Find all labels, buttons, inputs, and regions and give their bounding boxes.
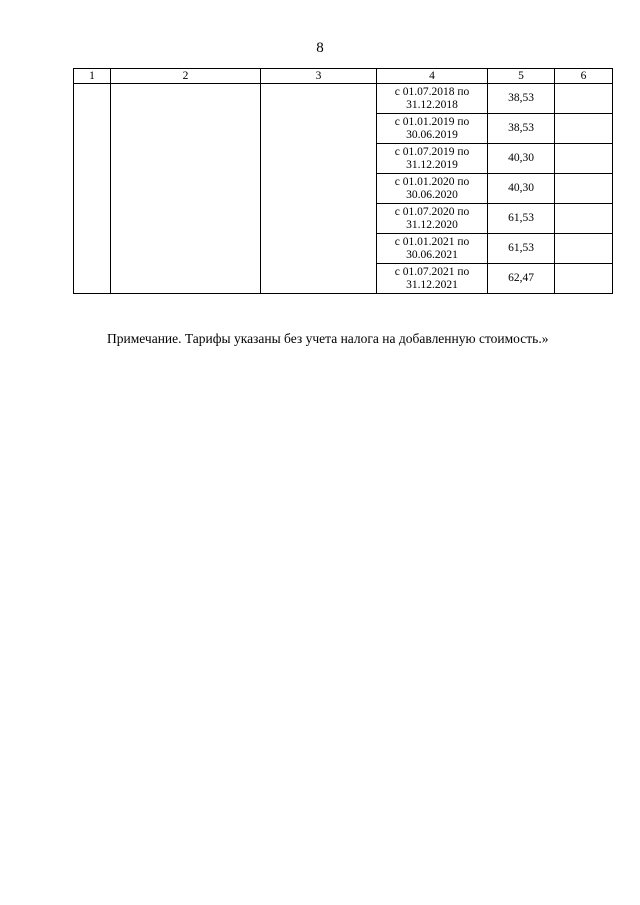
- column-3-cell: [261, 84, 377, 294]
- table-header-row: [74, 69, 613, 84]
- period-end: 31.12.2021: [406, 278, 458, 291]
- tariff-value-cell: 61,53: [488, 234, 555, 264]
- tariff-value-cell: 61,53: [488, 204, 555, 234]
- column-header-1: 1: [74, 69, 111, 84]
- tariff-value-cell: 38,53: [488, 84, 555, 114]
- period-cell: [377, 174, 488, 204]
- column-6-cell: [555, 234, 613, 264]
- tariff-value-cell: 40,30: [488, 174, 555, 204]
- column-2-cell: [111, 84, 261, 294]
- column-header-6: 6: [555, 69, 613, 84]
- tariff-value-cell: 40,30: [488, 144, 555, 174]
- tariff-table: [73, 68, 613, 294]
- tariff-value-cell: 38,53: [488, 114, 555, 144]
- period-cell: [377, 264, 488, 294]
- column-6-cell: [555, 264, 613, 294]
- period-start: с 01.01.2021 по: [394, 235, 470, 248]
- period-cell: [377, 114, 488, 144]
- table-row: [74, 84, 613, 114]
- column-6-cell: [555, 114, 613, 144]
- column-header-2: 2: [111, 69, 261, 84]
- column-header-5: 5: [488, 69, 555, 84]
- column-header-3: 3: [261, 69, 377, 84]
- period-end: 30.06.2019: [406, 128, 458, 141]
- period-cell: [377, 234, 488, 264]
- period-end: 30.06.2021: [406, 248, 458, 261]
- period-start: с 01.01.2019 по: [394, 115, 470, 128]
- note-paragraph: Примечание. Тарифы указаны без учета налога на добавленную стоимость.»: [107, 331, 549, 346]
- period-end: 31.12.2020: [406, 218, 458, 231]
- period-start: с 01.07.2021 по: [394, 265, 470, 278]
- page-number: 8: [316, 40, 324, 56]
- column-6-cell: [555, 174, 613, 204]
- column-1-cell: [74, 84, 111, 294]
- column-header-4: 4: [377, 69, 488, 84]
- period-start: с 01.07.2020 по: [394, 205, 470, 218]
- period-cell: [377, 144, 488, 174]
- period-end: 31.12.2019: [406, 158, 458, 171]
- period-end: 31.12.2018: [406, 98, 458, 111]
- period-end: 30.06.2020: [406, 188, 458, 201]
- period-start: с 01.01.2020 по: [394, 175, 470, 188]
- period-cell: [377, 204, 488, 234]
- period-cell: [377, 84, 488, 114]
- tariff-value-cell: 62,47: [488, 264, 555, 294]
- period-start: с 01.07.2018 по: [394, 85, 470, 98]
- period-start: с 01.07.2019 по: [394, 145, 470, 158]
- column-6-cell: [555, 204, 613, 234]
- column-6-cell: [555, 144, 613, 174]
- column-6-cell: [555, 84, 613, 114]
